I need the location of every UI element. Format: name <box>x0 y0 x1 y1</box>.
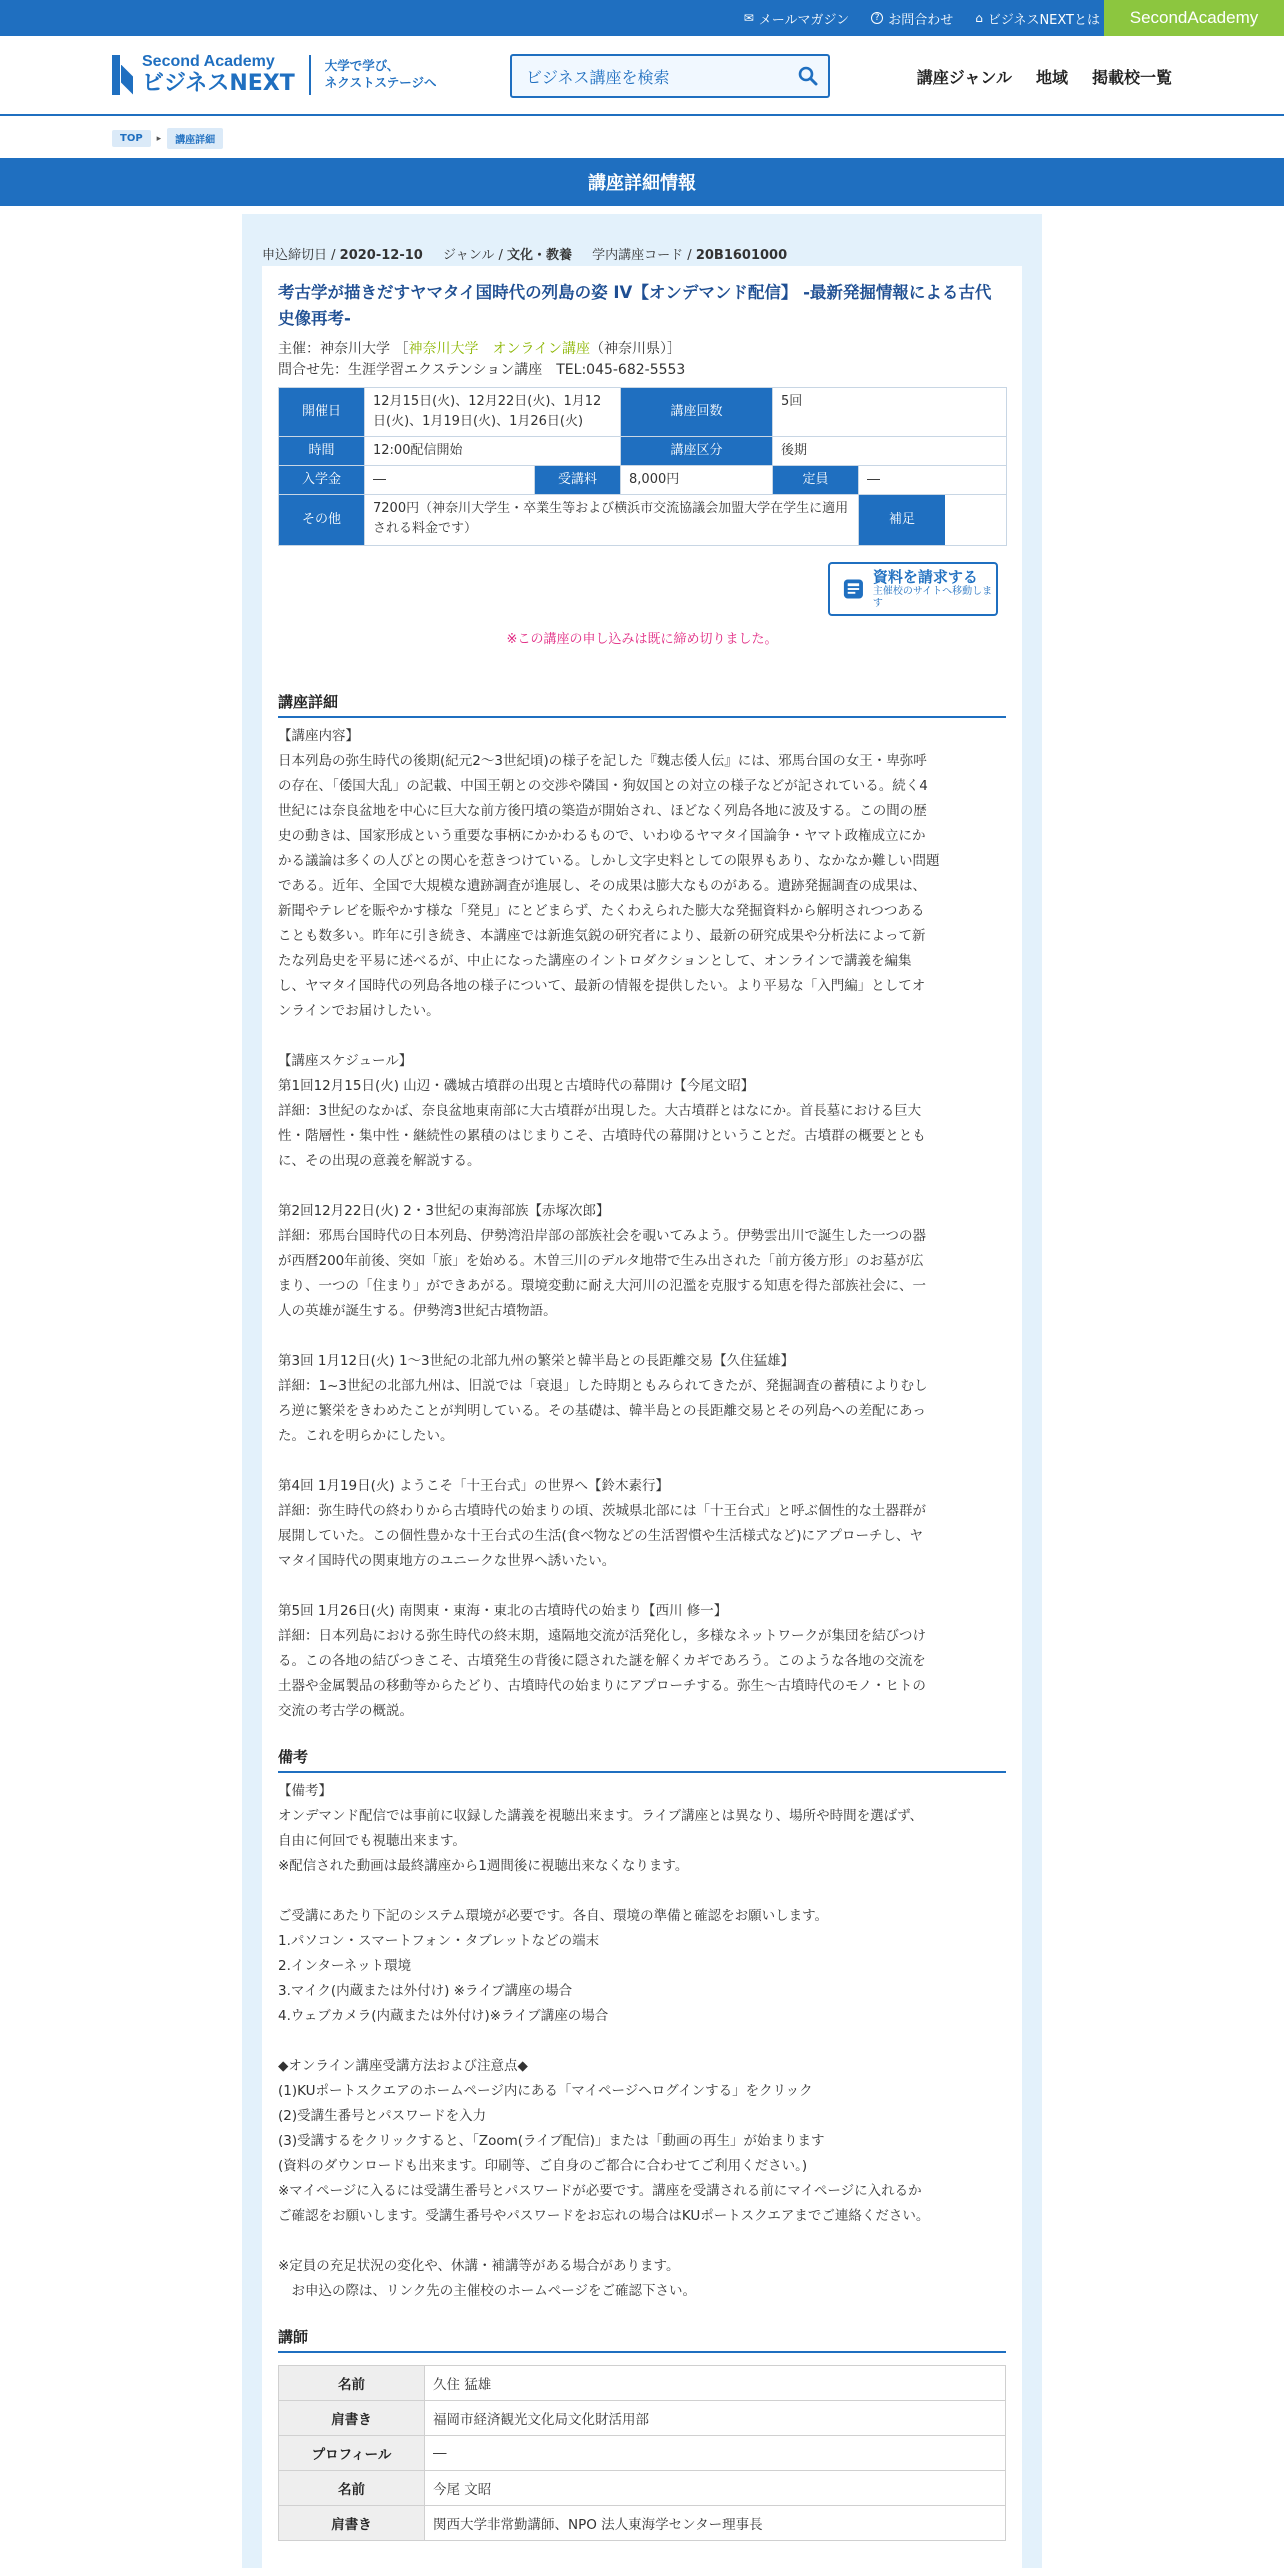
dates-label: 開催日 <box>279 387 365 436</box>
search-input[interactable]: ビジネス講座を検索 <box>526 67 670 87</box>
request-materials-sub: 主催校のサイトへ移動します <box>872 586 993 610</box>
genre-value: 文化・教養 <box>507 248 573 263</box>
note-label: 補足 <box>859 495 945 545</box>
capacity-label: 定員 <box>773 466 859 495</box>
search-icon <box>798 66 818 86</box>
admission-label: 入学金 <box>279 466 365 495</box>
contact-link[interactable] <box>871 9 953 28</box>
capacity-value: ― <box>859 466 1007 495</box>
course-panel <box>242 214 1042 2568</box>
fee-value: 8,000円 <box>621 466 773 495</box>
request-materials-button[interactable] <box>828 562 998 616</box>
closed-notice: ※この講座の申し込みは既に締め切りました。 <box>506 632 778 648</box>
breadcrumb-top[interactable]: TOP <box>112 130 151 147</box>
nav-genre[interactable]: 講座ジャンル <box>916 67 1012 87</box>
logo-tagline: 大学で学び、 ネクストステージへ <box>324 57 437 90</box>
main-nav <box>917 36 1172 116</box>
logo-divider <box>309 55 311 95</box>
course-contact: 問合せ先：生涯学習エクステンション講座 TEL:045-682-5553 <box>278 361 686 378</box>
question-icon: ? <box>871 12 883 24</box>
term-label: 講座区分 <box>621 437 773 466</box>
time-value: 12:00配信開始 <box>365 437 621 466</box>
mail-magazine-label: メールマガジン <box>758 12 850 28</box>
course-card <box>262 266 1022 2568</box>
mail-icon: ✉ <box>743 11 754 25</box>
logo-text <box>142 54 295 95</box>
lecturer-heading: 講師 <box>278 2326 1006 2353</box>
host-link[interactable]: 神奈川大学 オンライン講座 <box>408 340 591 357</box>
mail-magazine-link[interactable] <box>744 9 849 28</box>
request-materials-title: 資料を請求する <box>872 568 978 587</box>
course-host: 主催：神奈川大学 ［神奈川大学 オンライン講座（神奈川県）］ <box>278 340 682 357</box>
logo-mark-icon <box>112 55 134 95</box>
nav-region[interactable]: 地域 <box>1035 67 1068 87</box>
breadcrumb-current: 講座詳細 <box>167 128 223 149</box>
search-button[interactable] <box>788 56 828 96</box>
nav-schools[interactable]: 掲載校一覧 <box>1091 67 1172 87</box>
document-icon <box>842 577 865 601</box>
lecturer-table <box>278 2365 1006 2541</box>
dates-value: 12月15日(火)、12月22日(火)、1月12日(火)、1月19日(火)、1月26日(火) <box>365 387 621 436</box>
course-title: 考古学が描きだすヤマタイ国時代の列島の姿 IV【オンデマンド配信】 -最新発掘情報による古代史像再考- <box>278 283 992 329</box>
site-logo[interactable] <box>112 54 437 95</box>
contact-label: お問合わせ <box>888 12 954 28</box>
table-row: 名前 久住 猛雄 <box>279 2366 1006 2401</box>
time-label: 時間 <box>279 437 365 466</box>
other-value: 7200円（神奈川大学生・卒業生等および横浜市交流協議会加盟大学在学生に適用される料金です） <box>365 495 859 546</box>
count-label: 講座回数 <box>621 387 773 436</box>
table-row: プロフィール ― <box>279 2436 1006 2471</box>
course-meta: 申込締切日 / 2020-12-10 ジャンル / 文化・教養 学内講座コード / 20B1601000 <box>262 248 788 263</box>
count-value: 5回 <box>773 387 1007 436</box>
site-header <box>0 36 1284 116</box>
remarks-heading: 備考 <box>278 1746 1006 1773</box>
breadcrumb <box>112 128 223 149</box>
remarks-body: 【備考】 オンデマンド配信では事前に収録した講義を視聴出来ます。ライブ講座とは異なり、場所や時間を選ばず、 自由に何回でも視聴出来ます。 ※配信された動画は最終講座から1週間後に視聴出来なくなります。 ご受講にあたり下記のシステム環境が必要です。各自、環境の準備と確認をお願いします。 1.パソコン・スマートフォン・タブレットなどの端末 2.インターネット環境 3.マイク(内蔵または外付け) ※ライブ講座の場合 4.ウェブカメラ(内蔵または外付け)※ライブ講座の場合 ◆オンライン講座受講方法および注意点◆ (1)KUポートスクエアのホームページ内にある「マイページへログインする」をクリック (2)受講生番号とパスワードを入力 (3)受講するをクリックすると、「Zoom(ライブ配信)」または「動画の再生」が始まります (資料のダウンロードも出来ます。印刷等、ご自身のご都合に合わせてご利用ください。) ※マイページに入るには受講生番号とパスワードが必要です。講座を受講される前にマイページに入れるか ご確認をお願いします。受講生番号やパスワードをお忘れの場合はKUポートスクエアまでご連絡ください。 ※定員の充足状況の変化や、休講・補講等がある場合があります。 お申込の際は、リンク先の主催校のホームページをご確認下さい。 <box>278 1783 930 2300</box>
term-value: 後期 <box>773 437 1007 466</box>
other-label: その他 <box>279 495 365 546</box>
table-row: 名前 今尾 文昭 <box>279 2471 1006 2506</box>
about-link[interactable] <box>975 9 1100 28</box>
detail-body: 【講座内容】 日本列島の弥生時代の後期(紀元2～3世紀頃)の様子を記した『魏志倭人伝』には、邪馬台国の女王・卑弥呼 の存在、「倭国大乱」の記載、中国王朝との交渉や隣国・狗奴国との対立の様子などが記されている。続く4 世紀には奈良盆地を中心に巨大な前方後円墳の築造が開始され、ほどなく列島各地に波及する。この間の歴 史の動きは、国家形成という重要な事柄にかかわるもので、いわゆるヤマタイ国論争・ヤマト政権成立にか かる議論は多くの人びとの関心を惹きつけている。しかし文字史料としての限界もあり、なかなか難しい問題 である。近年、全国で大規模な遺跡調査が進展し、その成果は膨大なものがある。遺跡発掘調査の成果は、 新聞やテレビを賑やかす様な「発見」にとどまらず、たくわえられた膨大な発掘資料から解明されつつある ことも数多い。昨年に引き続き、本講座では新進気鋭の研究者により、最新の研究成果や分析法によって新 たな列島史を平易に述べるが、中止になった講座のイントロダクションとして、オンラインで講義を編集 し、ヤマタイ国時代の列島各地の様子について、最新の情報を提供したい。より平易な「入門編」としてオ ンラインでお届けしたい。 【講座スケジュール】 第1回12月15日(火) 山辺・磯城古墳群の出現と古墳時代の幕開け【今尾文昭】 詳細：3世紀のなかば、奈良盆地東南部に大古墳群が出現した。大古墳群とはなにか。首長墓における巨大 性・階層性・集中性・継続性の累積のはじまりこそ、古墳時代の幕開けということだ。古墳群の概要ととも に、その出現の意義を解説する。 第2回12月22日(火) 2・3世紀の東海部族【赤塚次郎】 詳細：邪馬台国時代の日本列島、伊勢湾沿岸部の部族社会を覗いてみよう。伊勢雲出川で誕生した一つの器 が西暦200年前後、突如「旅」を始める。木曽三川のデルタ地帯で生み出された「前方後方形」のお墓が広 まり、一つの「住まり」ができあがる。環境変動に耐え大河川の氾濫を克服する知恵を得た部族社会に、一 人の英雄が誕生する。伊勢湾3世紀古墳物語。 第3回 1月12日(火) 1～3世紀の北部九州の繁栄と韓半島との長距離交易【久住猛雄】 詳細：1~3世紀の北部九州は、旧説では「衰退」した時期ともみられてきたが、発掘調査の蓄積によりむし ろ逆に繁栄をきわめたことが判明している。その基礎は、韓半島との長距離交易とその列島への差配にあっ た。これを明らかにしたい。 第4回 1月19日(火) ようこそ「十王台式」の世界へ【鈴木素行】 詳細：弥生時代の終わりから古墳時代の始まりの頃、茨城県北部には「十王台式」と呼ぶ個性的な土器群が 展開していた。この個性豊かな十王台式の生活(食べ物などの生活習慣や生活様式など)にアプローチし、ヤ マタイ国時代の関東地方のユニークな世界へ誘いたい。 第5回 1月26日(火) 南関東・東海・東北の古墳時代の始まり【西川 修一】 詳細：日本列島における弥生時代の終末期，遠隔地交流が活発化し，多様なネットワークが集団を結びつけ る。この各地の結びつきこそ、古墳発生の背後に隠された謎を解くカギであろう。このような各地の交流を 土器や金属製品の移動等からたどり、古墳時代の始まりにアプローチする。弥生～古墳時代のモノ・ヒトの 交流の考古学の概説。 <box>278 728 940 1720</box>
detail-heading: 講座詳細 <box>278 691 1006 718</box>
utility-links <box>744 0 1100 36</box>
admission-value: ― <box>365 466 535 495</box>
table-row: 肩書き 関西大学非常勤講師、NPO 法人東海学センター理事長 <box>279 2506 1006 2541</box>
deadline-value: 2020-12-10 <box>339 248 423 263</box>
logo-line-1: Second Academy <box>142 53 275 70</box>
logo-line-2: ビジネスNEXT <box>142 71 295 96</box>
course-info-table <box>278 387 1007 547</box>
breadcrumb-separator-icon: ▸ <box>156 133 162 144</box>
second-academy-button[interactable]: SecondAcademy <box>1104 0 1284 36</box>
about-label: ビジネスNEXTとは <box>987 12 1100 28</box>
table-row: 肩書き 福岡市経済観光文化局文化財活用部 <box>279 2401 1006 2436</box>
fee-label: 受講料 <box>535 466 621 495</box>
top-utility-bar <box>0 0 1284 36</box>
search-box <box>510 54 830 98</box>
page-banner: 講座詳細情報 <box>0 158 1284 206</box>
course-code-value: 20B1601000 <box>695 248 788 263</box>
school-icon: ⌂ <box>975 11 983 25</box>
